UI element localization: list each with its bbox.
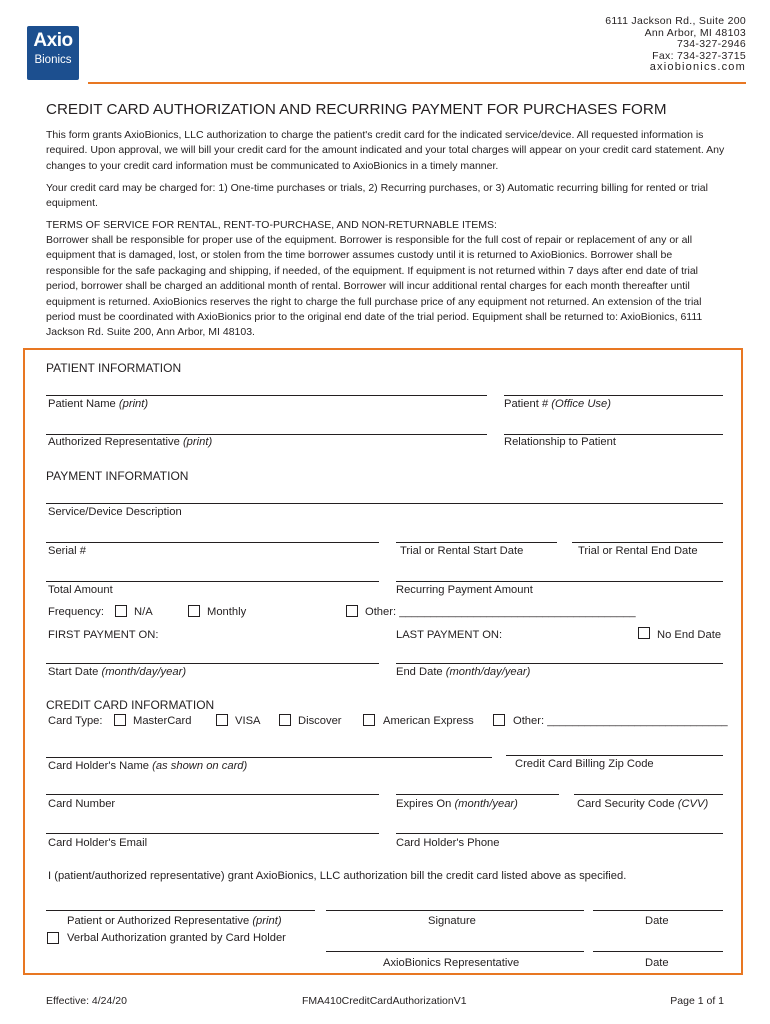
authorized-rep-field[interactable] (46, 434, 487, 435)
frequency-other-checkbox[interactable] (346, 605, 358, 617)
rep-date-field[interactable] (593, 951, 723, 952)
card-number-field[interactable] (46, 794, 379, 795)
card-holder-name-label: Card Holder's Name (as shown on card) (48, 760, 248, 772)
frequency-na-checkbox[interactable] (115, 605, 127, 617)
card-holder-name-field[interactable] (46, 757, 492, 758)
terms-heading: TERMS OF SERVICE FOR RENTAL, RENT-TO-PURCHASE, AND NON-RETURNABLE ITEMS: (46, 219, 497, 231)
no-end-date-label: No End Date (657, 629, 722, 641)
address-city: Ann Arbor, MI 48103 (644, 26, 746, 39)
security-code-label: Card Security Code (CVV) (577, 798, 709, 810)
page-number: Page 1 of 1 (670, 995, 724, 1007)
patient-info-heading: PATIENT INFORMATION (46, 361, 182, 375)
card-other-checkbox[interactable] (493, 714, 505, 726)
end-date-field[interactable] (396, 663, 723, 664)
header-divider (88, 82, 746, 84)
company-address (605, 16, 746, 74)
trial-start-label: Trial or Rental Start Date (400, 545, 524, 557)
discover-label: Discover (298, 715, 342, 727)
start-date-label: Start Date (month/day/year) (48, 666, 187, 678)
relationship-label: Relationship to Patient (504, 436, 616, 448)
relationship-field[interactable] (504, 434, 723, 435)
frequency-label: Frequency: (48, 606, 104, 618)
trial-end-label: Trial or Rental End Date (578, 545, 698, 557)
signature-date-label: Date (645, 915, 669, 927)
verbal-authorization-checkbox[interactable] (47, 932, 59, 944)
payment-info-heading: PAYMENT INFORMATION (46, 469, 189, 483)
frequency-monthly-checkbox[interactable] (188, 605, 200, 617)
frequency-na-label: N/A (134, 606, 153, 618)
card-holder-email-field[interactable] (46, 833, 379, 834)
first-payment-label: FIRST PAYMENT ON: (48, 629, 159, 641)
credit-card-heading: CREDIT CARD INFORMATION (46, 698, 215, 712)
charge-types-paragraph: Your credit card may be charged for: 1) One-time purchases or trials, 2) Recurring purchases, or 3) Automatic recurring billing for rented or trial equipment. (46, 182, 708, 210)
address-website: axiobionics.com (649, 61, 746, 74)
trial-start-field[interactable] (396, 542, 557, 543)
signature-date-field[interactable] (593, 910, 723, 911)
patient-number-field[interactable] (504, 395, 723, 396)
consent-statement: I (patient/authorized representative) grant AxioBionics, LLC authorization bill the credit card listed above as specified. (48, 870, 627, 882)
card-type-label: Card Type: (48, 715, 103, 727)
billing-zip-label: Credit Card Billing Zip Code (515, 758, 654, 770)
card-number-label: Card Number (48, 798, 116, 810)
service-description-field[interactable] (46, 503, 723, 504)
authorized-rep-label: Authorized Representative (print) (48, 436, 213, 448)
logo-text-axio: Axio (33, 30, 73, 51)
total-amount-label: Total Amount (48, 584, 113, 596)
intro-paragraph: This form grants AxioBionics, LLC authorization to charge the patient's credit card for the indicated service/device. All requested information is required. Upon approval, we will bill your credit card for the amount indicated and your total charges will appear on your credit card statement. Any changes to your credit card information must be communicated to AxioBionics in a timely manner. (46, 129, 725, 172)
card-holder-phone-field[interactable] (396, 833, 723, 834)
total-amount-field[interactable] (46, 581, 379, 582)
card-holder-phone-label: Card Holder's Phone (396, 837, 500, 849)
recurring-amount-label: Recurring Payment Amount (396, 584, 533, 596)
expires-on-label: Expires On (month/year) (396, 798, 518, 810)
serial-number-field[interactable] (46, 542, 379, 543)
mastercard-label: MasterCard (133, 715, 192, 727)
visa-label: VISA (235, 715, 261, 727)
address-fax: Fax: 734-327-3715 (652, 49, 746, 62)
last-payment-label: LAST PAYMENT ON: (396, 629, 503, 641)
logo-text-bionics: Bionics (34, 54, 72, 66)
address-street: 6111 Jackson Rd., Suite 200 (605, 15, 746, 27)
form-id: FMA410CreditCardAuthorizationV1 (302, 995, 467, 1007)
frequency-other-field[interactable]: Other: ______________________________________ (365, 606, 636, 618)
patient-print-name-label: Patient or Authorized Representative (print) (67, 915, 282, 927)
end-date-label: End Date (month/day/year) (396, 666, 531, 678)
billing-zip-field[interactable] (506, 755, 723, 756)
axiobionics-rep-label: AxioBionics Representative (383, 957, 520, 969)
expires-on-field[interactable] (396, 794, 559, 795)
patient-name-label: Patient Name (print) (48, 398, 149, 410)
trial-end-field[interactable] (572, 542, 723, 543)
signature-label: Signature (428, 915, 476, 927)
frequency-monthly-label: Monthly (207, 606, 247, 618)
effective-date: Effective: 4/24/20 (46, 995, 127, 1007)
axiobionics-logo (27, 26, 79, 80)
mastercard-checkbox[interactable] (114, 714, 126, 726)
visa-checkbox[interactable] (216, 714, 228, 726)
form-title: CREDIT CARD AUTHORIZATION AND RECURRING PAYMENT FOR PURCHASES FORM (46, 101, 667, 118)
security-code-field[interactable] (574, 794, 723, 795)
discover-checkbox[interactable] (279, 714, 291, 726)
no-end-date-checkbox[interactable] (638, 627, 650, 639)
card-other-field[interactable]: Other: _____________________________ (513, 715, 728, 727)
patient-name-hint: (print) (118, 398, 149, 410)
patient-name-field[interactable] (46, 395, 487, 396)
recurring-amount-field[interactable] (396, 581, 723, 582)
terms-paragraph: Borrower shall be responsible for proper use of the equipment. Borrower is responsible for the full cost of repair or replacement of any or all equipment that is damaged, lost, or stolen from the time borrower assumes custody until it is returned to AxioBionics. Borrower shall be responsible for the safe packaging and shipping, if needed, of the equipment. If equipment is not returned within 7 days after end date of trial period, borrower shall be charged an additional month of rental. Borrower will incur additional rental charges for each month thereafter until equipment is returned. AxioBionics reserves the right to charge the full purchase price of any equipment not returned. An extension of the trial period must be coordinated with AxioBionics prior to the original end date of the trial period. Equipment shall be returned to: AxioBionics, 6111 Jackson Rd. Suite 200, Ann Arbor, MI 48103. (46, 234, 703, 339)
patient-number-label: Patient # (Office Use) (504, 398, 611, 410)
signature-field[interactable] (326, 910, 584, 911)
service-description-label: Service/Device Description (48, 506, 182, 518)
verbal-authorization-label: Verbal Authorization granted by Card Holder (67, 932, 286, 944)
serial-number-label: Serial # (48, 545, 86, 557)
american-express-checkbox[interactable] (363, 714, 375, 726)
address-phone: 734-327-2946 (677, 38, 746, 51)
patient-print-name-field[interactable] (46, 910, 315, 911)
american-express-label: American Express (383, 715, 474, 727)
rep-date-label: Date (645, 957, 669, 969)
start-date-field[interactable] (46, 663, 379, 664)
axiobionics-rep-field[interactable] (326, 951, 584, 952)
card-holder-email-label: Card Holder's Email (48, 837, 148, 849)
